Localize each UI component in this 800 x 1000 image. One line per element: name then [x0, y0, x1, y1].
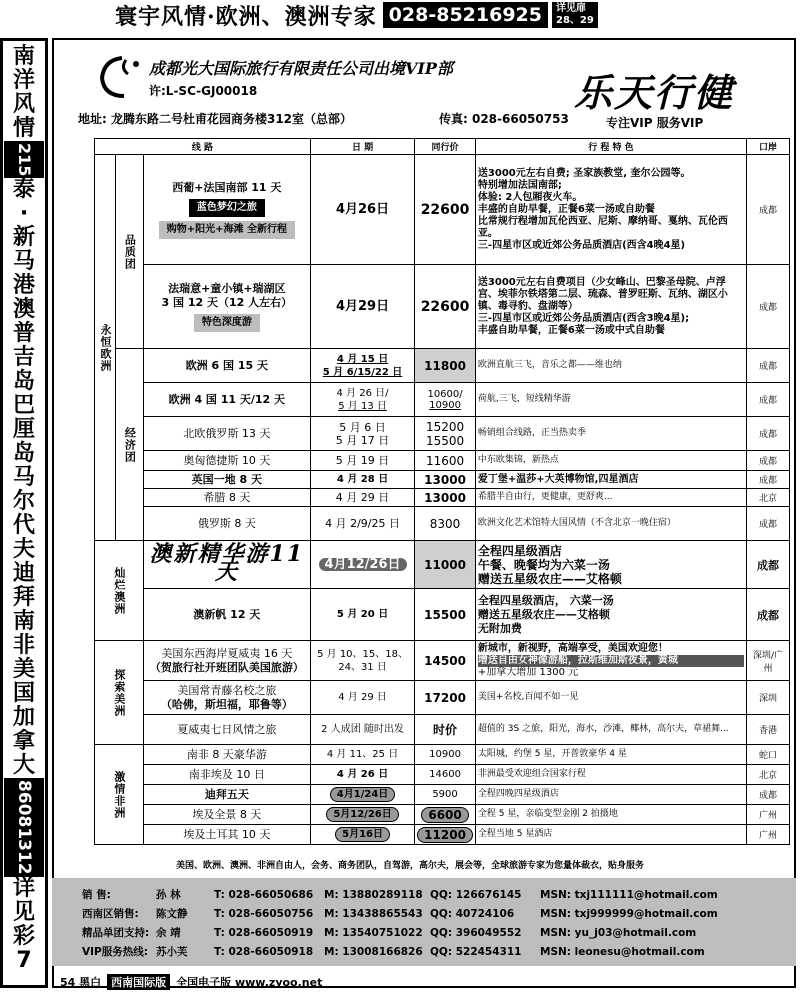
port-cell: 广州 [746, 805, 789, 825]
route-name: （贺旅行社开班团队美国旅游） [149, 660, 304, 674]
contact-tel: T: 028-66050919 [214, 927, 314, 939]
feature-item: 送3000元左右自费项目（少女峰山、巴黎圣母院、卢浮宫、埃菲尔铁塔第二层、琉森、普罗旺斯、瓦纳、湖区小镇、毒寻豹、盘湖等） [477, 276, 728, 312]
contact-msn: MSN: leonesu@hotmail.com [540, 946, 705, 958]
features-cell [475, 265, 746, 349]
side-char: 拜 [12, 585, 35, 611]
feature-item: 爱丁堡+温莎+大英博物馆,四星酒店 [477, 473, 639, 485]
side-char: 国 [12, 681, 35, 707]
price-cell [415, 417, 476, 451]
date-line: 5 月 6 日 [339, 420, 386, 434]
advertisement-panel [52, 38, 796, 988]
date-cell [310, 641, 414, 681]
table-row [95, 589, 790, 641]
feature-item: 丰盛的自助早餐，正餐6菜一汤或自助餐 [477, 203, 655, 215]
top-banner [115, 0, 725, 30]
feature-item: 三-四星市区或近郊公务品质酒店(西含3晚4星); [477, 312, 690, 324]
banner-phone: 028-85216925 [383, 2, 548, 28]
date-cell: 4 月 29 日 [310, 681, 414, 715]
side-char: 岛 [12, 441, 35, 467]
side-char: 非 [12, 633, 35, 659]
header-port: 口岸 [746, 139, 789, 155]
company-address: 地址: 龙腾东路二号杜甫花园商务楼312室（总部） [78, 112, 353, 126]
table-row [95, 155, 790, 265]
edition-label: 西南国际版 [107, 974, 170, 990]
port-cell: 成都 [746, 265, 789, 349]
contact-qq: QQ: 396049552 [430, 927, 522, 939]
features-cell [475, 825, 746, 845]
page-number: 54 黑白 [60, 976, 102, 989]
route-cell: 迪拜五天 [143, 785, 310, 805]
feature-item: 比常规行程增加瓦伦西亚、尼斯、摩纳哥、戛纳、瓦伦西亚。 [477, 215, 728, 239]
price-cell: 14600 [415, 765, 476, 785]
date-line: 5 月 6/15/22 日 [322, 366, 403, 378]
side-char: 泰 [12, 177, 35, 203]
date-cell: 4 月 26 日 [310, 765, 414, 785]
brand-slogan: 乐天行健 [574, 70, 735, 115]
table-row [95, 489, 790, 507]
side-char: 厘 [12, 417, 35, 443]
group-africa: 激情非洲 [95, 745, 144, 845]
features-cell [475, 765, 746, 785]
date-cell: 2 人成团 随时出发 [310, 715, 414, 745]
route-cell: 南非 8 天豪华游 [143, 745, 310, 765]
side-char: 巴 [12, 393, 35, 419]
side-char: 澳 [12, 297, 35, 323]
features-cell [475, 417, 746, 451]
feature-item: 美国+名校,百闻不如一见 [477, 692, 579, 702]
side-char: 大 [12, 753, 35, 779]
feature-item: 畅销组合线路，正当热卖季 [477, 428, 586, 438]
feature-item: 欧洲文化艺术馆特大国风情（不含北京一晚住宿） [477, 518, 676, 528]
date-cell: 4 月 11、25 日 [310, 745, 414, 765]
date-line: 5 月 17 日 [335, 433, 390, 447]
feature-item: 特别增加法国南部; [477, 179, 562, 191]
contact-msn: MSN: yu_j03@hotmail.com [540, 927, 697, 939]
route-cell: 欧洲 4 国 11 天/12 天 [143, 383, 310, 417]
side-char: 马 [12, 465, 35, 491]
group-europe: 永恒欧洲 [95, 155, 116, 541]
port-cell: 香港 [746, 715, 789, 745]
feature-item: 欧洲直航三飞，音乐之都——维也纳 [477, 360, 622, 370]
contact-qq: QQ: 522454311 [430, 946, 522, 958]
contact-label: 精品单团支持: [82, 927, 150, 939]
features-cell [475, 641, 746, 681]
features-cell [475, 507, 746, 541]
features-cell [475, 471, 746, 489]
contact-mobile: M: 13540751022 [324, 927, 423, 939]
port-cell: 深圳 [746, 681, 789, 715]
side-char: 代 [12, 513, 35, 539]
side-char: 情 [12, 116, 35, 141]
route-tag: 蓝色梦幻之旅 [189, 199, 265, 217]
port-cell: 成都 [746, 383, 789, 417]
route-cell [143, 641, 310, 681]
features-cell [475, 715, 746, 745]
route-cell: 埃及土耳其 10 天 [143, 825, 310, 845]
port-cell: 成都 [746, 349, 789, 383]
feature-item: 新城市，新视野，高端享受，美国欢迎您！ [477, 642, 668, 654]
company-fax: 传真: 028-66050753 [439, 112, 569, 126]
route-cell: 夏威夷七日风情之旅 [143, 715, 310, 745]
see-line1: 详见扉 [555, 3, 586, 14]
feature-item: 丰盛自助早餐，正餐6菜一汤或中式自助餐 [477, 324, 665, 336]
table-row [95, 265, 790, 349]
feature-item: 全程四星级酒店， 六菜一汤 [477, 593, 614, 607]
date-cell [310, 417, 414, 451]
route-name: 法瑞意+童小镇+瑞湖区 [168, 281, 286, 295]
port-cell: 成都 [746, 541, 789, 589]
date-line: 4 月 26 日/ [336, 387, 389, 399]
side-char: 夫 [12, 537, 35, 563]
date-line: 5 月 13 日 [338, 400, 387, 412]
date-cell [310, 383, 414, 417]
route-name: 美国常青藤名校之旅 [177, 683, 277, 697]
side-char: 迪 [12, 561, 35, 587]
route-cell: 奥匈德捷斯 10 天 [143, 451, 310, 471]
port-cell: 成都 [746, 507, 789, 541]
banner-see-page [552, 2, 598, 28]
ad-header [54, 40, 794, 132]
table-row [95, 471, 790, 489]
route-cell: 俄罗斯 8 天 [143, 507, 310, 541]
route-name: 3 国 12 天（12 人左右） [161, 295, 293, 309]
price-cell: 22600 [415, 155, 476, 265]
group-america: 探索美洲 [95, 641, 144, 745]
company-name: 成都光大国际旅行有限责任公司出境VIP部 [149, 59, 453, 78]
license-number: 许:L-SC-GJ00018 [149, 84, 258, 98]
date-cell: 4 月 29 日 [310, 489, 414, 507]
side-char: 吉 [12, 345, 35, 371]
price-cell: 11000 [415, 541, 476, 589]
contact-qq: QQ: 40724106 [430, 908, 515, 920]
features-cell [475, 589, 746, 641]
route-cell: 欧洲 6 国 15 天 [143, 349, 310, 383]
side-char: 详 [12, 876, 35, 902]
side-char: 普 [12, 321, 35, 347]
date-cell [310, 349, 414, 383]
features-cell [475, 489, 746, 507]
side-char: 新 [12, 225, 35, 251]
port-cell: 广州 [746, 825, 789, 845]
table-row [95, 715, 790, 745]
route-cell: 北欧俄罗斯 13 天 [143, 417, 310, 451]
header-route: 线 路 [95, 139, 311, 155]
port-cell: 成都 [746, 417, 789, 451]
route-cell: 南非埃及 10 日 [143, 765, 310, 785]
table-row [95, 681, 790, 715]
table-row [95, 349, 790, 383]
date-cell [310, 541, 414, 589]
feature-item: 非洲最受欢迎组合国家行程 [477, 769, 586, 779]
side-char: 南 [12, 609, 35, 635]
date-cell: 4 月 28 日 [310, 471, 414, 489]
side-char: 拿 [12, 729, 35, 755]
price-cell: 11600 [415, 451, 476, 471]
contact-label: 西南区销售: [82, 908, 139, 920]
header-price: 同行价 [415, 139, 476, 155]
see-line2: 28、29 [555, 15, 594, 26]
header-features: 行 程 特 色 [475, 139, 746, 155]
contact-name: 余 靖 [156, 927, 181, 939]
side-number: 215 [4, 141, 44, 178]
date-cell [310, 805, 414, 825]
route-name: 美国东西海岸夏威夷 16 天 [161, 646, 293, 660]
feature-item: +加拿大增加 1300 元 [477, 666, 579, 678]
feature-item: 全程四星级酒店 [477, 543, 562, 558]
table-row [95, 745, 790, 765]
date-cell: 5 月 19 日 [310, 451, 414, 471]
table-row [95, 765, 790, 785]
route-tag: 特色深度游 [194, 314, 260, 332]
date-line: 4 月 15 日 [336, 353, 389, 365]
port-cell: 成都 [746, 785, 789, 805]
contact-qq: QQ: 126676145 [430, 889, 522, 901]
feature-item: 增送自由女神像游船，拉斯维加斯夜景，黄城 [478, 655, 744, 667]
side-char: 见 [12, 900, 35, 926]
contact-name: 陈文静 [156, 908, 188, 920]
features-cell [475, 155, 746, 265]
route-cell [143, 265, 310, 349]
feature-item: 荷航,三飞，短线精华游 [477, 394, 571, 404]
route-cell [143, 541, 310, 589]
route-name: 西葡+法国南部 11 天 [172, 180, 282, 194]
feature-item: 赠送五星级农庄——艾格顿 [477, 607, 610, 621]
services-footnote: 美国、欧洲、澳洲、非洲自由人，会务、商务团队，自驾游，高尔夫，展会等，全球旅游专家为您量体裁衣，贴身服务 [175, 861, 644, 871]
price-cell: 13000 [415, 489, 476, 507]
date-line: 24、31 日 [338, 661, 387, 673]
date-pill: 5月16日 [335, 827, 390, 842]
price-cell: 11800 [415, 349, 476, 383]
route-cell [143, 155, 310, 265]
table-row [95, 451, 790, 471]
group-premium: 品质团 [116, 155, 144, 349]
features-cell [475, 541, 746, 589]
route-tag: 购物+阳光+海滩 全新行程 [159, 221, 295, 239]
side-char: 彩 [12, 924, 35, 950]
side-phone: 86081312 [4, 778, 44, 877]
feature-item: 午餐、晚餐均为六菜一汤 [477, 557, 610, 572]
route-cell: 英国一地 8 天 [143, 471, 310, 489]
side-char: 美 [12, 657, 35, 683]
feature-item: 送3000元左右自费; 圣家族教堂, 奎尔公园等。 [477, 167, 691, 179]
table-row [95, 417, 790, 451]
price-cell: 22600 [415, 265, 476, 349]
feature-item: 超值的 3S 之旅，阳光，海水，沙滩，椰林，高尔夫，草裙舞... [477, 724, 729, 734]
date-cell: 4 月 2/9/25 日 [310, 507, 414, 541]
feature-item: 三-四星市区或近郊公务品质酒店(西含4晚4星) [477, 239, 686, 251]
table-row [95, 825, 790, 845]
price-cell: 5900 [415, 785, 476, 805]
date-line: 5 月 10、15、18、 [317, 648, 408, 660]
port-cell: 蛇口 [746, 745, 789, 765]
table-header-row [95, 139, 790, 155]
price-cell: 14500 [415, 641, 476, 681]
price-cell: 15500 [415, 589, 476, 641]
side-char: 尔 [12, 489, 35, 515]
port-cell: 北京 [746, 765, 789, 785]
side-char: 岛 [12, 369, 35, 395]
price-cell: 17200 [415, 681, 476, 715]
feature-item: 全程当地 5 星酒店 [477, 829, 553, 839]
group-australia: 灿烂澳洲 [95, 541, 144, 641]
price-cell: 10900 [415, 745, 476, 765]
price-cell [415, 805, 476, 825]
contact-row [82, 924, 796, 943]
price-line: 10600/ [427, 388, 463, 400]
table-row [95, 805, 790, 825]
date-cell [310, 785, 414, 805]
contact-label: VIP服务热线: [82, 946, 148, 958]
contact-tel: T: 028-66050918 [214, 946, 314, 958]
route-cell: 澳新帆 12 天 [143, 589, 310, 641]
port-cell: 成都 [746, 451, 789, 471]
price-pill: 11200 [417, 827, 473, 843]
contact-label: 销 售: [82, 889, 111, 901]
port-cell: 成都 [746, 471, 789, 489]
side-char: 港 [12, 273, 35, 299]
route-cell [143, 681, 310, 715]
table-row [95, 507, 790, 541]
contact-mobile: M: 13008166826 [324, 946, 423, 958]
featured-route: 澳新精华游11天 [149, 540, 305, 585]
feature-item: 体验: 2人包厢夜火车。 [477, 191, 583, 203]
table-row [95, 541, 790, 589]
table-row [95, 383, 790, 417]
page-footer [60, 974, 322, 990]
side-char: 马 [12, 249, 35, 275]
feature-item: 全程 5 星，亲临变型金刚 2 拍摄地 [477, 809, 618, 819]
contact-row [82, 943, 796, 962]
site-label: 全国电子版 www.zyoo.net [176, 976, 323, 989]
feature-item: 全程四晚四星级酒店 [477, 789, 559, 799]
header-date: 日 期 [310, 139, 414, 155]
contact-name: 孙 林 [156, 889, 181, 901]
banner-slogan: 寰宇风情·欧洲、澳洲专家 [115, 3, 377, 30]
contact-msn: MSN: txj111111@hotmail.com [540, 889, 718, 901]
date-pill: 5月12/26日 [326, 807, 398, 822]
feature-item: 无附加费 [477, 621, 522, 635]
date-cell: 5 月 20 日 [310, 589, 414, 641]
feature-item: 赠送五星级农庄——艾格顿 [477, 571, 622, 586]
features-cell [475, 745, 746, 765]
contact-mobile: M: 13880289118 [324, 889, 423, 901]
group-economy: 经济团 [116, 349, 144, 541]
date-pill: 4月12/26日 [319, 558, 407, 571]
price-line: 15200 [425, 419, 465, 434]
left-sidebar [0, 38, 48, 988]
port-cell: 成都 [746, 589, 789, 641]
contact-mobile: M: 13438865543 [324, 908, 423, 920]
price-cell: 8300 [415, 507, 476, 541]
port-cell: 成都 [746, 155, 789, 265]
features-cell [475, 349, 746, 383]
price-pill: 6600 [421, 807, 468, 823]
price-line: 15500 [425, 433, 465, 448]
focus-tagline: 专注VIP 服务VIP [606, 116, 704, 130]
side-char: 7 [16, 948, 32, 974]
contact-name: 苏小芙 [156, 946, 188, 958]
feature-item: 太阳城，约堡 5 星，开普敦豪华 4 星 [477, 749, 627, 759]
contact-msn: MSN: txj999999@hotmail.com [540, 908, 718, 920]
features-cell [475, 681, 746, 715]
side-char: 洋 [12, 68, 35, 93]
features-cell [475, 383, 746, 417]
price-line: 10900 [429, 399, 461, 411]
route-name: （哈佛，斯坦福，耶鲁等） [160, 697, 293, 711]
features-cell [475, 451, 746, 471]
contact-tel: T: 028-66050686 [214, 889, 314, 901]
contact-row [82, 886, 796, 905]
date-pill: 4月1/24日 [330, 787, 395, 802]
contact-row [82, 905, 796, 924]
side-char: 风 [12, 92, 35, 117]
port-cell: 北京 [746, 489, 789, 507]
date-cell: 4月26日 [310, 155, 414, 265]
date-cell: 4月29日 [310, 265, 414, 349]
side-char: 加 [12, 705, 35, 731]
contact-tel: T: 028-66050756 [214, 908, 314, 920]
features-cell [475, 785, 746, 805]
tour-table [94, 138, 790, 845]
features-cell [475, 805, 746, 825]
price-cell [415, 383, 476, 417]
side-char: 南 [12, 44, 35, 69]
route-cell: 埃及全景 8 天 [143, 805, 310, 825]
feature-item: 中东欧集锦，新热点 [477, 455, 559, 465]
feature-item: 希腊半自由行，更健康，更舒爽... [477, 492, 613, 502]
route-cell: 希腊 8 天 [143, 489, 310, 507]
table-row [95, 785, 790, 805]
price-cell [415, 825, 476, 845]
contact-panel [52, 878, 796, 966]
port-cell: 深圳/广州 [746, 641, 789, 681]
price-cell: 13000 [415, 471, 476, 489]
price-cell: 时价 [415, 715, 476, 745]
date-cell [310, 825, 414, 845]
side-char: · [19, 201, 29, 227]
table-row [95, 641, 790, 681]
